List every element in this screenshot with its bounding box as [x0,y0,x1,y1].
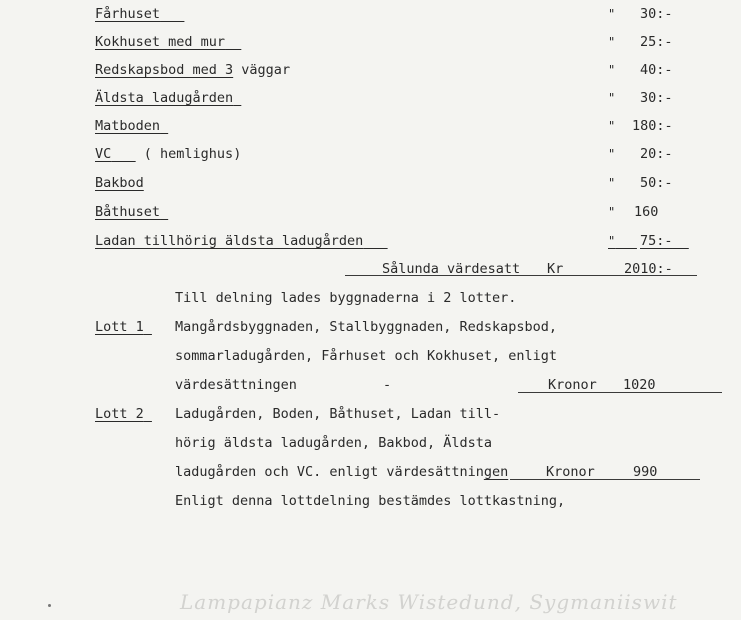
item-name: Redskapsbod med 3 väggar [95,62,291,78]
item-amount: 30:- [640,6,673,22]
item-name: VC ( hemlighus) [95,146,242,162]
item-amount: 160 [634,204,659,220]
ditto-mark: " [608,63,616,77]
ditto-mark: " [608,176,616,190]
lot1-line1: Mangårdsbyggnaden, Stallbyggnaden, Redskapsbod, [175,319,558,335]
ditto-mark: " [608,119,616,133]
item-amount: 25:- [640,34,673,50]
ditto-mark: " [608,91,616,105]
item-amount: 30:- [640,90,673,106]
total-label: Sålunda värdesatt [382,261,521,277]
item-amount: 20:- [640,146,673,162]
stray-mark [48,604,51,607]
item-name: Kokhuset med mur [95,34,226,50]
lot2-line1: Ladugården, Boden, Båthuset, Ladan till- [175,406,501,422]
lot2-line2: hörig äldsta ladugården, Bakbod, Äldsta [175,435,492,451]
signature: Lampapianz Marks Wistedund, Sygmaniiswit [180,590,678,614]
item-name: Båthuset [95,204,161,220]
ditto-mark: " [608,234,616,248]
ditto-mark: " [608,205,616,219]
lot1-line2: sommarladugården, Fårhuset och Kokhuset, enligt [175,348,558,364]
item-amount: 50:- [640,175,673,191]
item-amount: 180:- [632,118,673,134]
item-name: Fårhuset [95,6,161,22]
item-amount: 40:- [640,62,673,78]
lot1-currency: Kronor [548,377,597,393]
lot2-rule [510,479,700,480]
lot2-line3: ladugården och VC. enligt värdesättningen [175,464,509,480]
intro-text: Till delning lades byggnaderna i 2 lotter. [175,290,517,306]
ditto-mark: " [608,147,616,161]
ditto-mark: " [608,35,616,49]
lot1-amount: 1020 [623,377,656,393]
lot2-label: Lott 2 [95,406,144,422]
total-amount: 2010:- [624,261,673,277]
lot1-dash: - [383,377,392,393]
lot2-amount: 990 [633,464,658,480]
item-name: Bakbod [95,175,144,191]
closing-text: Enligt denna lottdelning bestämdes lottkastning, [175,493,566,509]
ditto-mark: " [608,7,616,21]
item-name: Ladan tillhörig äldsta ladugården [95,233,364,249]
total-currency: Kr [547,261,564,277]
lot1-line3: värdesättningen [175,377,297,393]
lot1-label: Lott 1 [95,319,144,335]
lot2-currency: Kronor [546,464,595,480]
item-name: Matboden [95,118,161,134]
item-amount: 75:- [640,233,673,249]
item-name: Äldsta ladugården [95,90,234,106]
